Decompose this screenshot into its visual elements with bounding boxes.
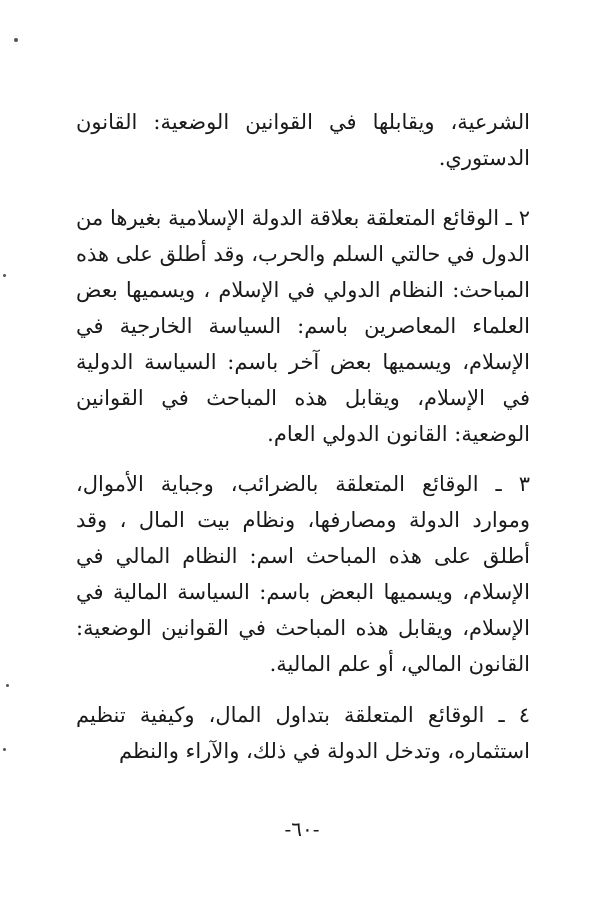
paragraph-international-relations: ٢ ـ الوقائع المتعلقة بعلاقة الدولة الإسلامية بغيرها من الدول في حالتي السلم والحرب، وقد أطلق على هذه المباحث: النظام الدولي في الإسلام ، ويسميها بعض العلماء المعاصرين باسم: السياسة الخارجية في الإسلام، ويسميها بعض آخر باسم: السياسة الدولية في الإسلام، ويقابل هذه المباحث في القوانين الوضعية: القانون الدولي العام. (76, 206, 530, 446)
scan-speck (3, 748, 6, 751)
paragraph-economic-system: ٤ ـ الوقائع المتعلقة بتداول المال، وكيفية تنظيم استثماره، وتدخل الدولة في ذلك، والآراء والنظم (76, 703, 530, 763)
page-number: -٦٠- (284, 817, 320, 841)
scan-speck (14, 38, 18, 42)
paragraph-financial-system: ٣ ـ الوقائع المتعلقة بالضرائب، وجباية الأموال، وموارد الدولة ومصارفها، ونظام بيت المال ، وقد أطلق على هذه المباحث اسم: النظام المالي في الإسلام، ويسميها البعض باسم: السياسة المالية في الإسلام، ويقابل هذه المباحث في القوانين الوضعية: القانون المالي، أو علم المالية. (76, 472, 530, 676)
scan-speck (6, 684, 9, 687)
scan-speck (3, 274, 6, 277)
paragraph-constitutional-law: الشرعية، ويقابلها في القوانين الوضعية: القانون الدستوري. (76, 110, 530, 170)
